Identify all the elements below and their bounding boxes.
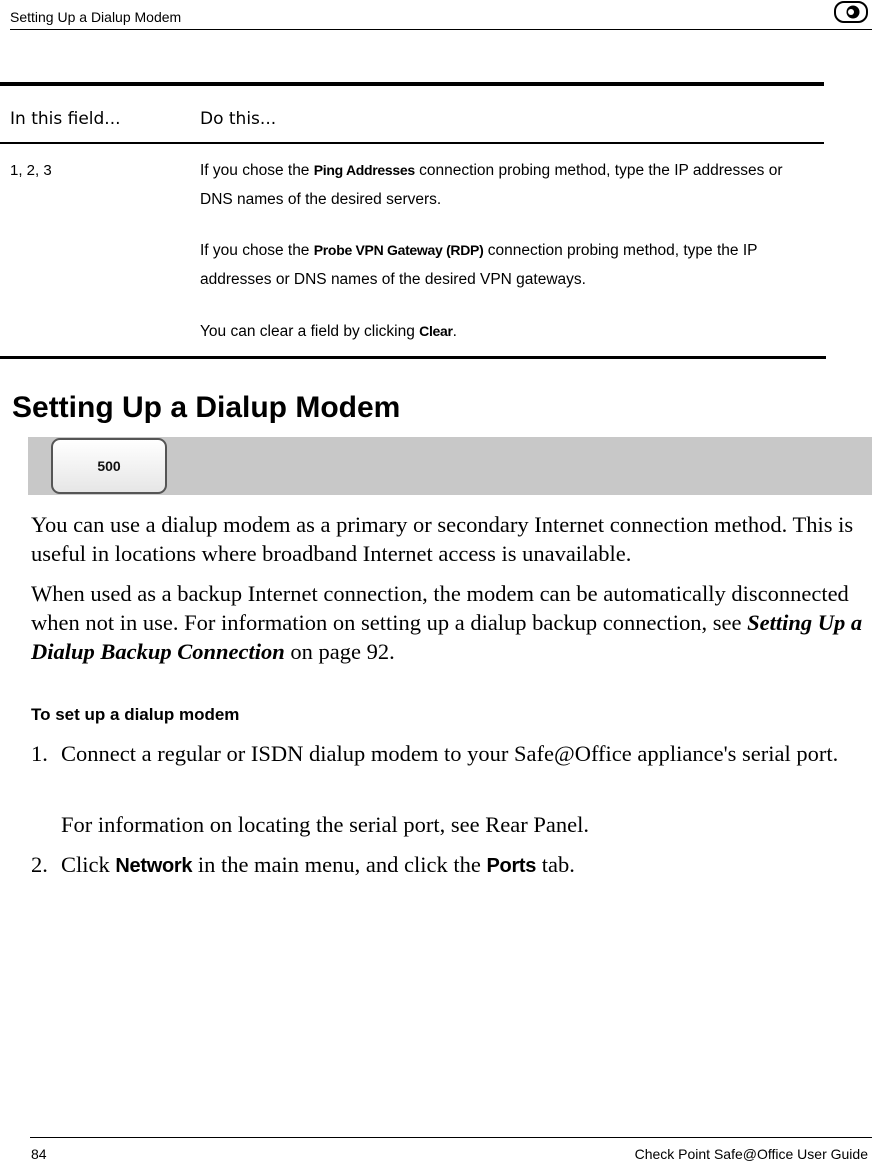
backup-paragraph: When used as a backup Internet connection, the modem can be automatically disconnected when not in use. For information on setting up a dialup backup connection, see Setting Up a Dialup Backup Connection on page 92. (31, 581, 863, 664)
ui-term-probe-vpn-gateway: Probe VPN Gateway (RDP) (313, 242, 484, 258)
table-header-action: Do this... (200, 109, 277, 129)
procedure-title: To set up a dialup modem (31, 705, 240, 724)
table-cell-instruction-1: If you chose the Ping Addresses connection probing method, type the IP addresses or DNS names of the desired servers. (200, 162, 783, 208)
table-top-rule (0, 82, 824, 86)
ui-term-clear: Clear (419, 323, 453, 339)
running-header-title: Setting Up a Dialup Modem (10, 9, 182, 25)
cross-reference-link[interactable]: Setting Up a Dialup Backup Connection (31, 610, 863, 664)
model-badge: 500 (51, 438, 167, 494)
section-heading: Setting Up a Dialup Modem (12, 391, 401, 424)
page-number: 84 (31, 1146, 47, 1162)
table-bottom-rule (0, 356, 826, 359)
step-text: Connect a regular or ISDN dialup modem to your Safe@Office appliance's serial port. (61, 741, 839, 766)
step-number: 2. (31, 852, 48, 877)
check-point-logo-icon (834, 1, 868, 23)
table-cell-instruction-2: If you chose the Probe VPN Gateway (RDP) connection probing method, type the IP addresses or DNS names of the desired VPN gateways. (200, 242, 758, 288)
table-header-field: In this field... (10, 109, 121, 129)
ui-term-ping-addresses: Ping Addresses (313, 162, 415, 178)
step-number: 1. (31, 741, 48, 766)
table-cell-field: 1, 2, 3 (10, 162, 52, 179)
header-divider (10, 29, 872, 30)
footer-divider (30, 1137, 872, 1138)
guide-title: Check Point Safe@Office User Guide (634, 1146, 868, 1162)
ui-term-network: Network (115, 855, 193, 877)
ui-term-ports: Ports (486, 855, 537, 877)
table-cell-instruction-3: You can clear a field by clicking Clear. (200, 323, 457, 340)
step-text: Click Network in the main menu, and click the Ports tab. (61, 852, 575, 877)
step-1-note: For information on locating the serial port, see Rear Panel. (61, 812, 589, 837)
table-header-rule (0, 142, 824, 144)
intro-paragraph: You can use a dialup modem as a primary or secondary Internet connection method. This is useful in locations where broadband Internet access is unavailable. (31, 512, 854, 566)
